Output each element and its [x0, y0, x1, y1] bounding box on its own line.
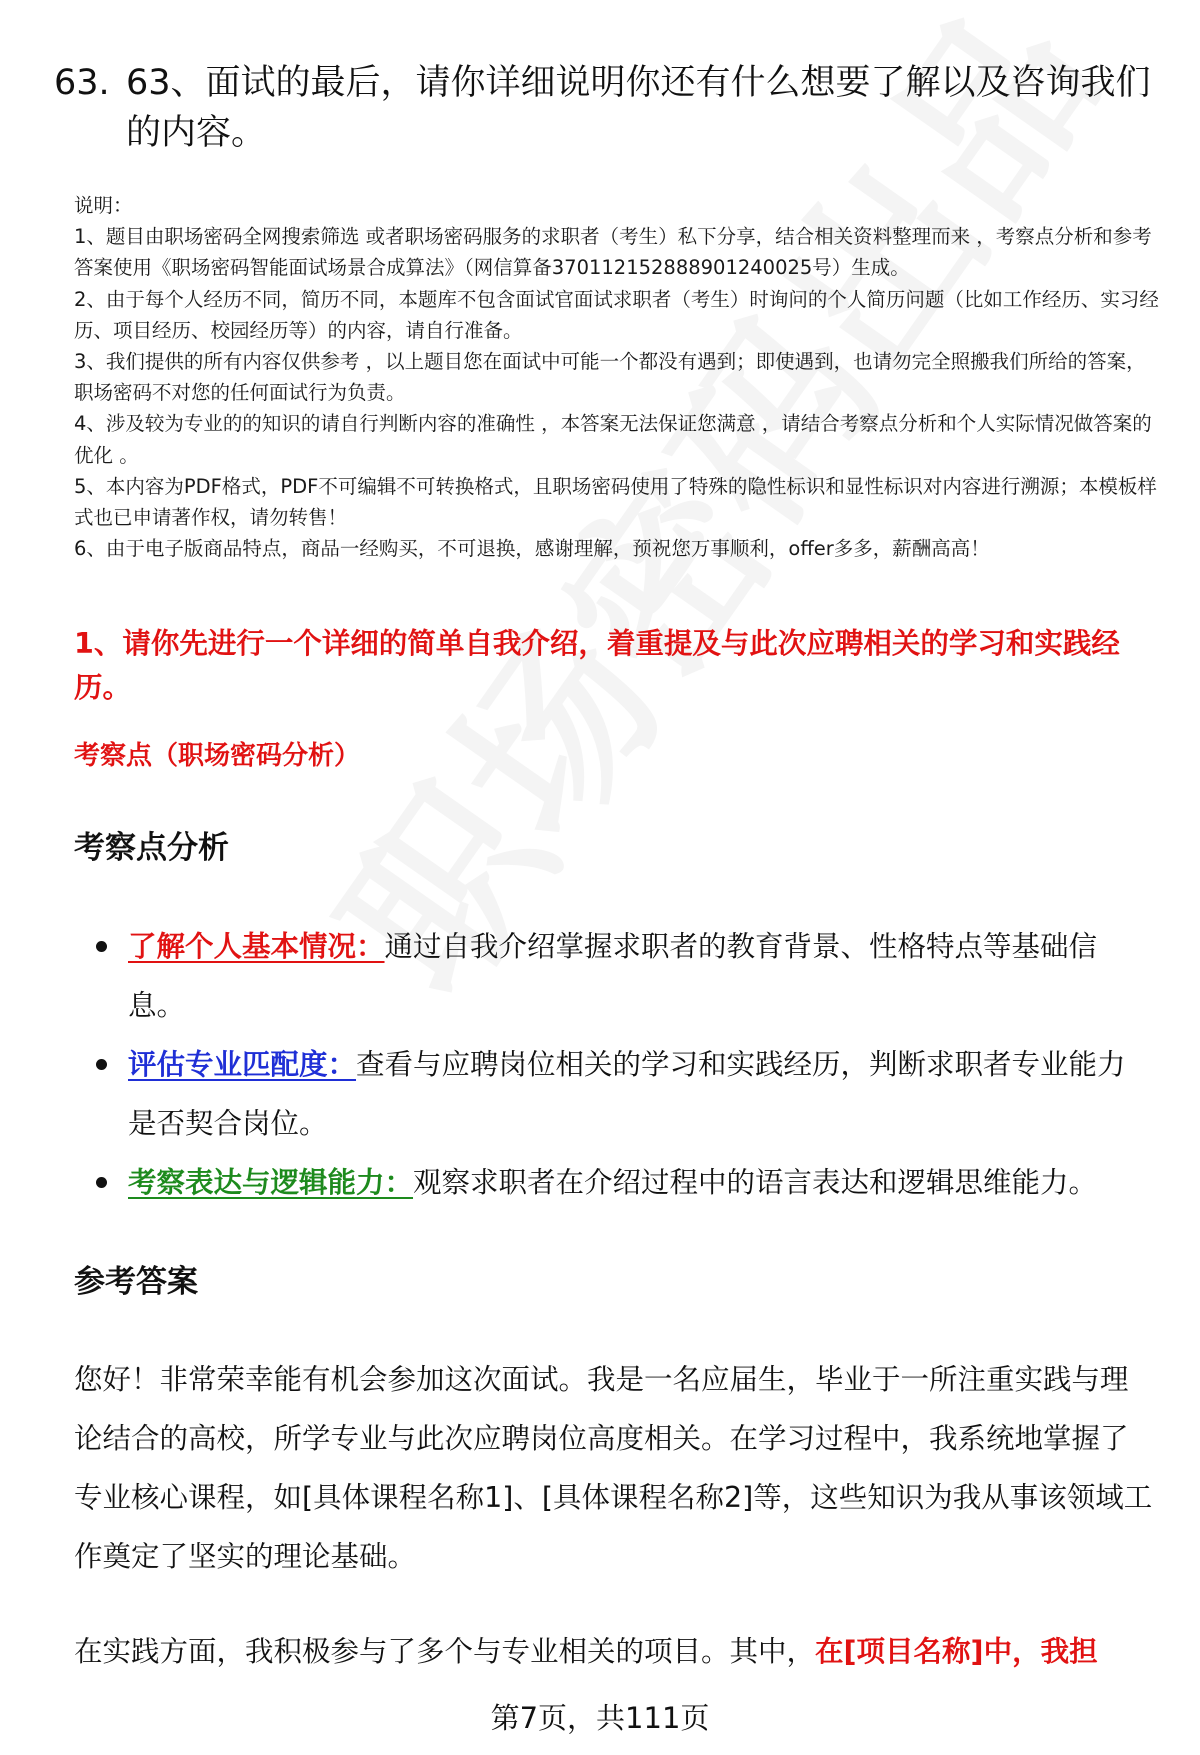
answer-text: 在实践方面，我积极参与了多个与专业相关的项目。其中，	[74, 1635, 816, 1668]
note-item: 1、题目由职场密码全网搜索筛选 或者职场密码服务的求职者（考生）私下分享，结合相关资料整理而来 ，考察点分析和参考答案使用《职场密码智能面试场景合成算法》（网信算备370112152888901240025号）生成。	[74, 225, 1152, 280]
note-item: 2、由于每个人经历不同，简历不同，本题库不包含面试官面试求职者（考生）时询问的个人简历问题（比如工作经历、实习经历、项目经历、校园经历等）的内容，请自行准备。	[74, 287, 1159, 342]
answer-paragraph-2	[74, 1622, 1154, 1681]
note-item: 6、由于电子版商品特点，商品一经购买，不可退换，感谢理解，预祝您万事顺利，offer多多，薪酬高高！	[74, 537, 990, 561]
bullet-label: 考察表达与逻辑能力：	[128, 1166, 414, 1199]
note-item: 3、我们提供的所有内容仅供参考 ，以上题目您在面试中可能一个都没有遇到；即使遇到，也请勿完全照搬我们所给的答案，职场密码不对您的任何面试行为负责。	[74, 350, 1146, 405]
note-item: 4、涉及较为专业的的知识的请自行判断内容的准确性 ，本答案无法保证您满意 ，请结合考察点分析和个人实际情况做答案的优化 。	[74, 412, 1152, 467]
bullet-text: 通过自我介绍掌握求职者的教育背景、性格特点等基础信息。	[128, 930, 1098, 1022]
answer-paragraph-1: 您好！非常荣幸能有机会参加这次面试。我是一名应届生，毕业于一所注重实践与理论结合的高校，所学专业与此次应聘岗位高度相关。在学习过程中，我系统地掌握了专业核心课程，如[具体课程名称1]、[具体课程名称2]等，这些知识为我从事该领域工作奠定了坚实的理论基础。	[74, 1363, 1153, 1573]
bullet-dot-icon	[96, 1059, 107, 1070]
analysis-item-match	[74, 1035, 1154, 1153]
notes-heading: 说明：	[74, 194, 133, 217]
kcd-label: 考察点（职场密码分析）	[74, 741, 361, 771]
bullet-text: 观察求职者在介绍过程中的语言表达和逻辑思维能力。	[413, 1166, 1098, 1199]
notes-block	[74, 190, 1164, 564]
analysis-item-basic	[74, 917, 1154, 1035]
bullet-label: 评估专业匹配度：	[128, 1048, 357, 1081]
answer-highlight: 在[项目名称]中，我担	[815, 1635, 1098, 1668]
bullet-text: 查看与应聘岗位相关的学习和实践经历，判断求职者专业能力是否契合岗位。	[128, 1048, 1126, 1140]
analysis-list	[74, 917, 1154, 1212]
bullet-label: 了解个人基本情况：	[128, 930, 385, 963]
question-number: 63.	[54, 63, 110, 103]
question-text: 63、面试的最后，请你详细说明你还有什么想要了解以及咨询我们的内容。	[126, 63, 1151, 153]
answer-heading: 参考答案	[74, 1264, 198, 1300]
analysis-item-expression	[74, 1153, 1154, 1212]
analysis-heading: 考察点分析	[74, 830, 229, 866]
bullet-dot-icon	[96, 1177, 107, 1188]
note-item: 5、本内容为PDF格式，PDF不可编辑不可转换格式，且职场密码使用了特殊的隐性标识和显性标识对内容进行溯源；本模板样式也已申请著作权，请勿转售！	[74, 474, 1157, 530]
page-footer: 第7页，共111页	[490, 1701, 710, 1735]
bullet-dot-icon	[96, 941, 107, 952]
section-question: 1、请你先进行一个详细的简单自我介绍，着重提及与此次应聘相关的学习和实践经历。	[74, 627, 1120, 704]
